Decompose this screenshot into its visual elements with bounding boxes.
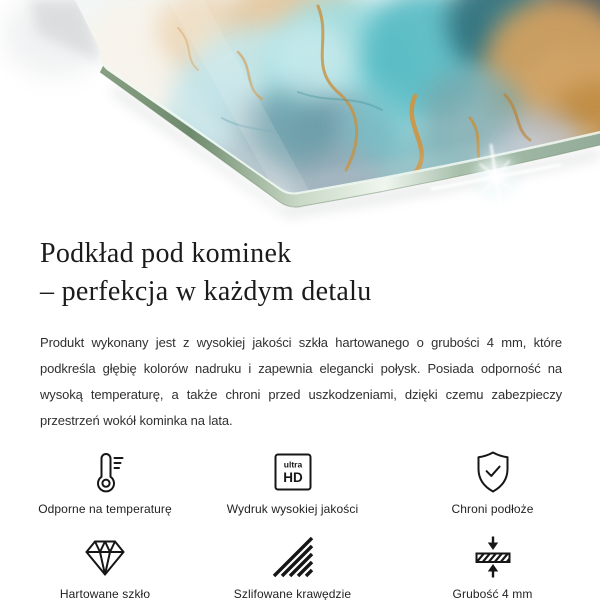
title-line-2: – perfekcja w każdym detalu <box>40 276 372 307</box>
thermometer-icon <box>81 447 129 497</box>
product-description: Produkt wykonany jest z wysokiej jakości szkła hartowanego o grubości 4 mm, które podkreśla głębię kolorów nadruku i zapewnia elegancki połysk. Posiada odporność na wysoką temperaturę, a także chroni przed uszkodzeniami, dzięki czemu zabezpieczy przestrzeń wokół kominka na lata. <box>40 334 562 428</box>
feature-label: Grubość 4 mm <box>452 586 533 600</box>
feature-label: Odporne na temperaturę <box>38 501 172 516</box>
feature-thickness <box>405 532 580 600</box>
svg-text:ultra: ultra <box>283 459 302 470</box>
features-grid <box>30 447 600 600</box>
shield-check-icon <box>469 447 517 497</box>
ultra-hd-icon <box>269 447 317 497</box>
feature-label: Wydruk wysokiej jakości <box>226 501 359 516</box>
feature-temperature-resistant <box>30 447 180 516</box>
product-hero-image <box>0 0 600 232</box>
feature-label: Hartowane szkło <box>59 586 151 600</box>
svg-text:HD: HD <box>282 469 303 485</box>
feature-protects-floor <box>405 447 580 516</box>
page-title <box>40 235 562 311</box>
feature-polished-edges <box>180 532 405 600</box>
diamond-icon <box>81 532 129 582</box>
feature-print-quality <box>180 447 405 516</box>
feature-label: Szlifowane krawędzie <box>233 586 352 600</box>
glass-panel-photo <box>0 0 600 232</box>
thickness-icon <box>469 532 517 582</box>
polished-edges-icon <box>269 532 317 582</box>
title-line-1: Podkład pod kominek <box>40 238 292 269</box>
feature-label: Chroni podłoże <box>451 501 534 516</box>
feature-tempered-glass <box>30 532 180 600</box>
